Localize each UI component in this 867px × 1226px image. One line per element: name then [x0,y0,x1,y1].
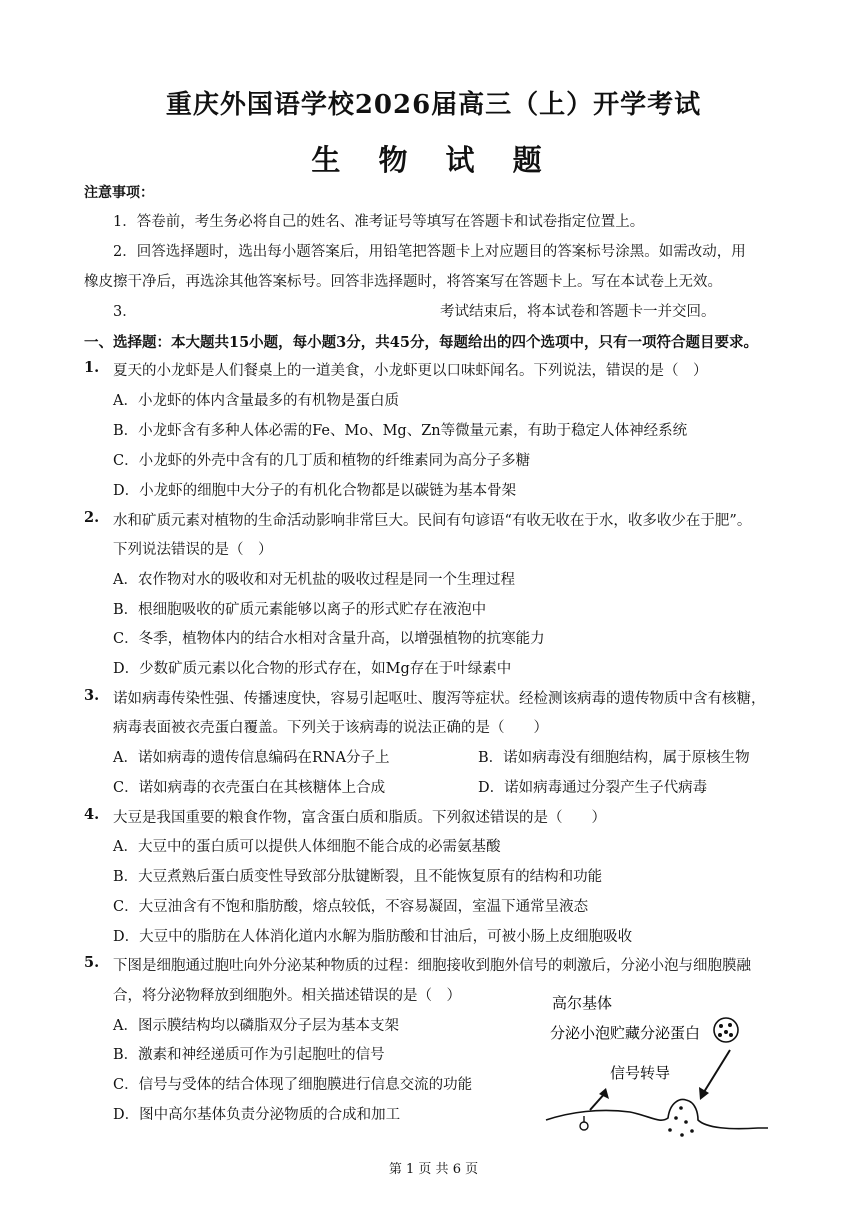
question-1-option-b: B．小龙虾含有多种人体必需的Fe、Mo、Mg、Zn等微量元素，有助于稳定人体神经系统 [113,423,688,439]
exocytosis-diagram [540,990,780,1150]
question-2-number: 2. [84,509,100,526]
question-5-number: 5. [84,954,100,971]
receptor-icon [580,1116,588,1130]
question-3-option-d: D．诺如病毒通过分裂产生子代病毒 [478,780,708,796]
question-3-number: 3. [84,687,100,704]
figure-label-vesicle: 分泌小泡贮藏分泌蛋白 [550,1024,701,1042]
signal-arrow-icon [590,1088,609,1110]
question-3-option-a: A．诺如病毒的遗传信息编码在RNA分子上 [113,750,390,766]
question-5-option-b: B．激素和神经递质可作为引起胞吐的信号 [113,1047,385,1063]
notice-heading: 注意事项： [84,185,154,201]
question-2-option-c: C．冬季，植物体内的结合水相对含量升高，以增强植物的抗寒能力 [113,631,545,647]
question-3-stem-line-1: 诺如病毒传染性强、传播速度快，容易引起呕吐、腹泻等症状。经检测该病毒的遗传物质中含有核糖， [113,691,766,707]
section-heading: 一、选择题：本大题共15小题，每小题3分，共45分，每题给出的四个选项中，只有一项符合题目要求。 [84,334,758,351]
question-5-stem-line-2: 合，将分泌物释放到细胞外。相关描述错误的是（ ） [113,988,461,1004]
question-1-stem: 夏天的小龙虾是人们餐桌上的一道美食，小龙虾更以口味虾闻名。下列说法，错误的是（ ） [113,363,708,379]
question-5-option-a: A．图示膜结构均以磷脂双分子层为基本支架 [113,1018,399,1034]
question-2-option-a: A．农作物对水的吸收和对无机盐的吸收过程是同一个生理过程 [113,572,515,588]
question-3-option-c: C．诺如病毒的衣壳蛋白在其核糖体上合成 [113,780,386,796]
question-1-number: 1. [84,359,100,376]
question-4-option-a: A．大豆中的蛋白质可以提供人体细胞不能合成的必需氨基酸 [113,839,501,855]
notice-item-3-number: 3． [113,304,137,320]
question-1-option-a: A．小龙虾的体内含量最多的有机物是蛋白质 [113,393,399,409]
notice-item-2-line-1: 2．回答选择题时，选出每小题答案后，用铅笔把答题卡上对应题目的答案标号涂黑。如需改动，用 [113,244,746,260]
question-5-option-c: C．信号与受体的结合体现了细胞膜进行信息交流的功能 [113,1077,473,1093]
vesicle-movement-arrow-icon [699,1050,730,1100]
question-4-number: 4. [84,806,100,823]
question-4-option-b: B．大豆煮熟后蛋白质变性导致部分肽键断裂，且不能恢复原有的结构和功能 [113,869,603,885]
notice-item-2-line-2: 橡皮擦干净后，再选涂其他答案标号。回答非选择题时，将答案写在答题卡上。写在本试卷上无效。 [84,274,722,290]
question-5-option-d: D．图中高尔基体负责分泌物质的合成和加工 [113,1107,401,1123]
question-2-option-d: D．少数矿质元素以化合物的形式存在，如Mg存在于叶绿素中 [113,661,512,677]
question-4-option-c: C．大豆油含有不饱和脂肪酸，熔点较低，不容易凝固，室温下通常呈液态 [113,899,589,915]
secretory-vesicle-icon [714,1018,738,1042]
question-1-option-d: D．小龙虾的细胞中大分子的有机化合物都是以碳链为基本骨架 [113,483,517,499]
exam-title: 重庆外国语学校2026届高三（上）开学考试 [165,90,702,120]
question-2-option-b: B．根细胞吸收的矿质元素能够以离子的形式贮存在液泡中 [113,602,487,618]
page-footer: 第 1 页 共 6 页 [388,1162,479,1177]
question-5-stem-line-1: 下图是细胞通过胞吐向外分泌某种物质的过程：细胞接收到胞外信号的刺激后，分泌小泡与细胞膜融 [113,958,751,974]
exam-subtitle: 生 物 试 题 [311,143,556,177]
notice-item-3-text: 考试结束后，将本试卷和答题卡一并交回。 [440,304,716,320]
question-2-stem-line-2: 下列说法错误的是（ ） [113,542,273,558]
figure-label-signal: 信号转导 [610,1064,671,1082]
question-3-stem-line-2: 病毒表面被衣壳蛋白覆盖。下列关于该病毒的说法正确的是（ ） [113,720,548,736]
question-4-stem: 大豆是我国重要的粮食作物，富含蛋白质和脂质。下列叙述错误的是（ ） [113,810,606,826]
figure-label-golgi: 高尔基体 [552,994,613,1012]
question-2-stem-line-1: 水和矿质元素对植物的生命活动影响非常巨大。民间有句谚语“有收无收在于水，收多收少在于肥”。 [113,513,752,529]
notice-item-1: 1．答卷前，考生务必将自己的姓名、准考证号等填写在答题卡和试卷指定位置上。 [113,214,645,230]
question-3-option-b: B．诺如病毒没有细胞结构，属于原核生物 [478,750,750,766]
released-granules-icon [668,1106,694,1137]
question-4-option-d: D．大豆中的脂肪在人体消化道内水解为脂肪酸和甘油后，可被小肠上皮细胞吸收 [113,929,633,945]
question-1-option-c: C．小龙虾的外壳中含有的几丁质和植物的纤维素同为高分子多糖 [113,453,531,469]
cell-membrane [546,1100,768,1129]
